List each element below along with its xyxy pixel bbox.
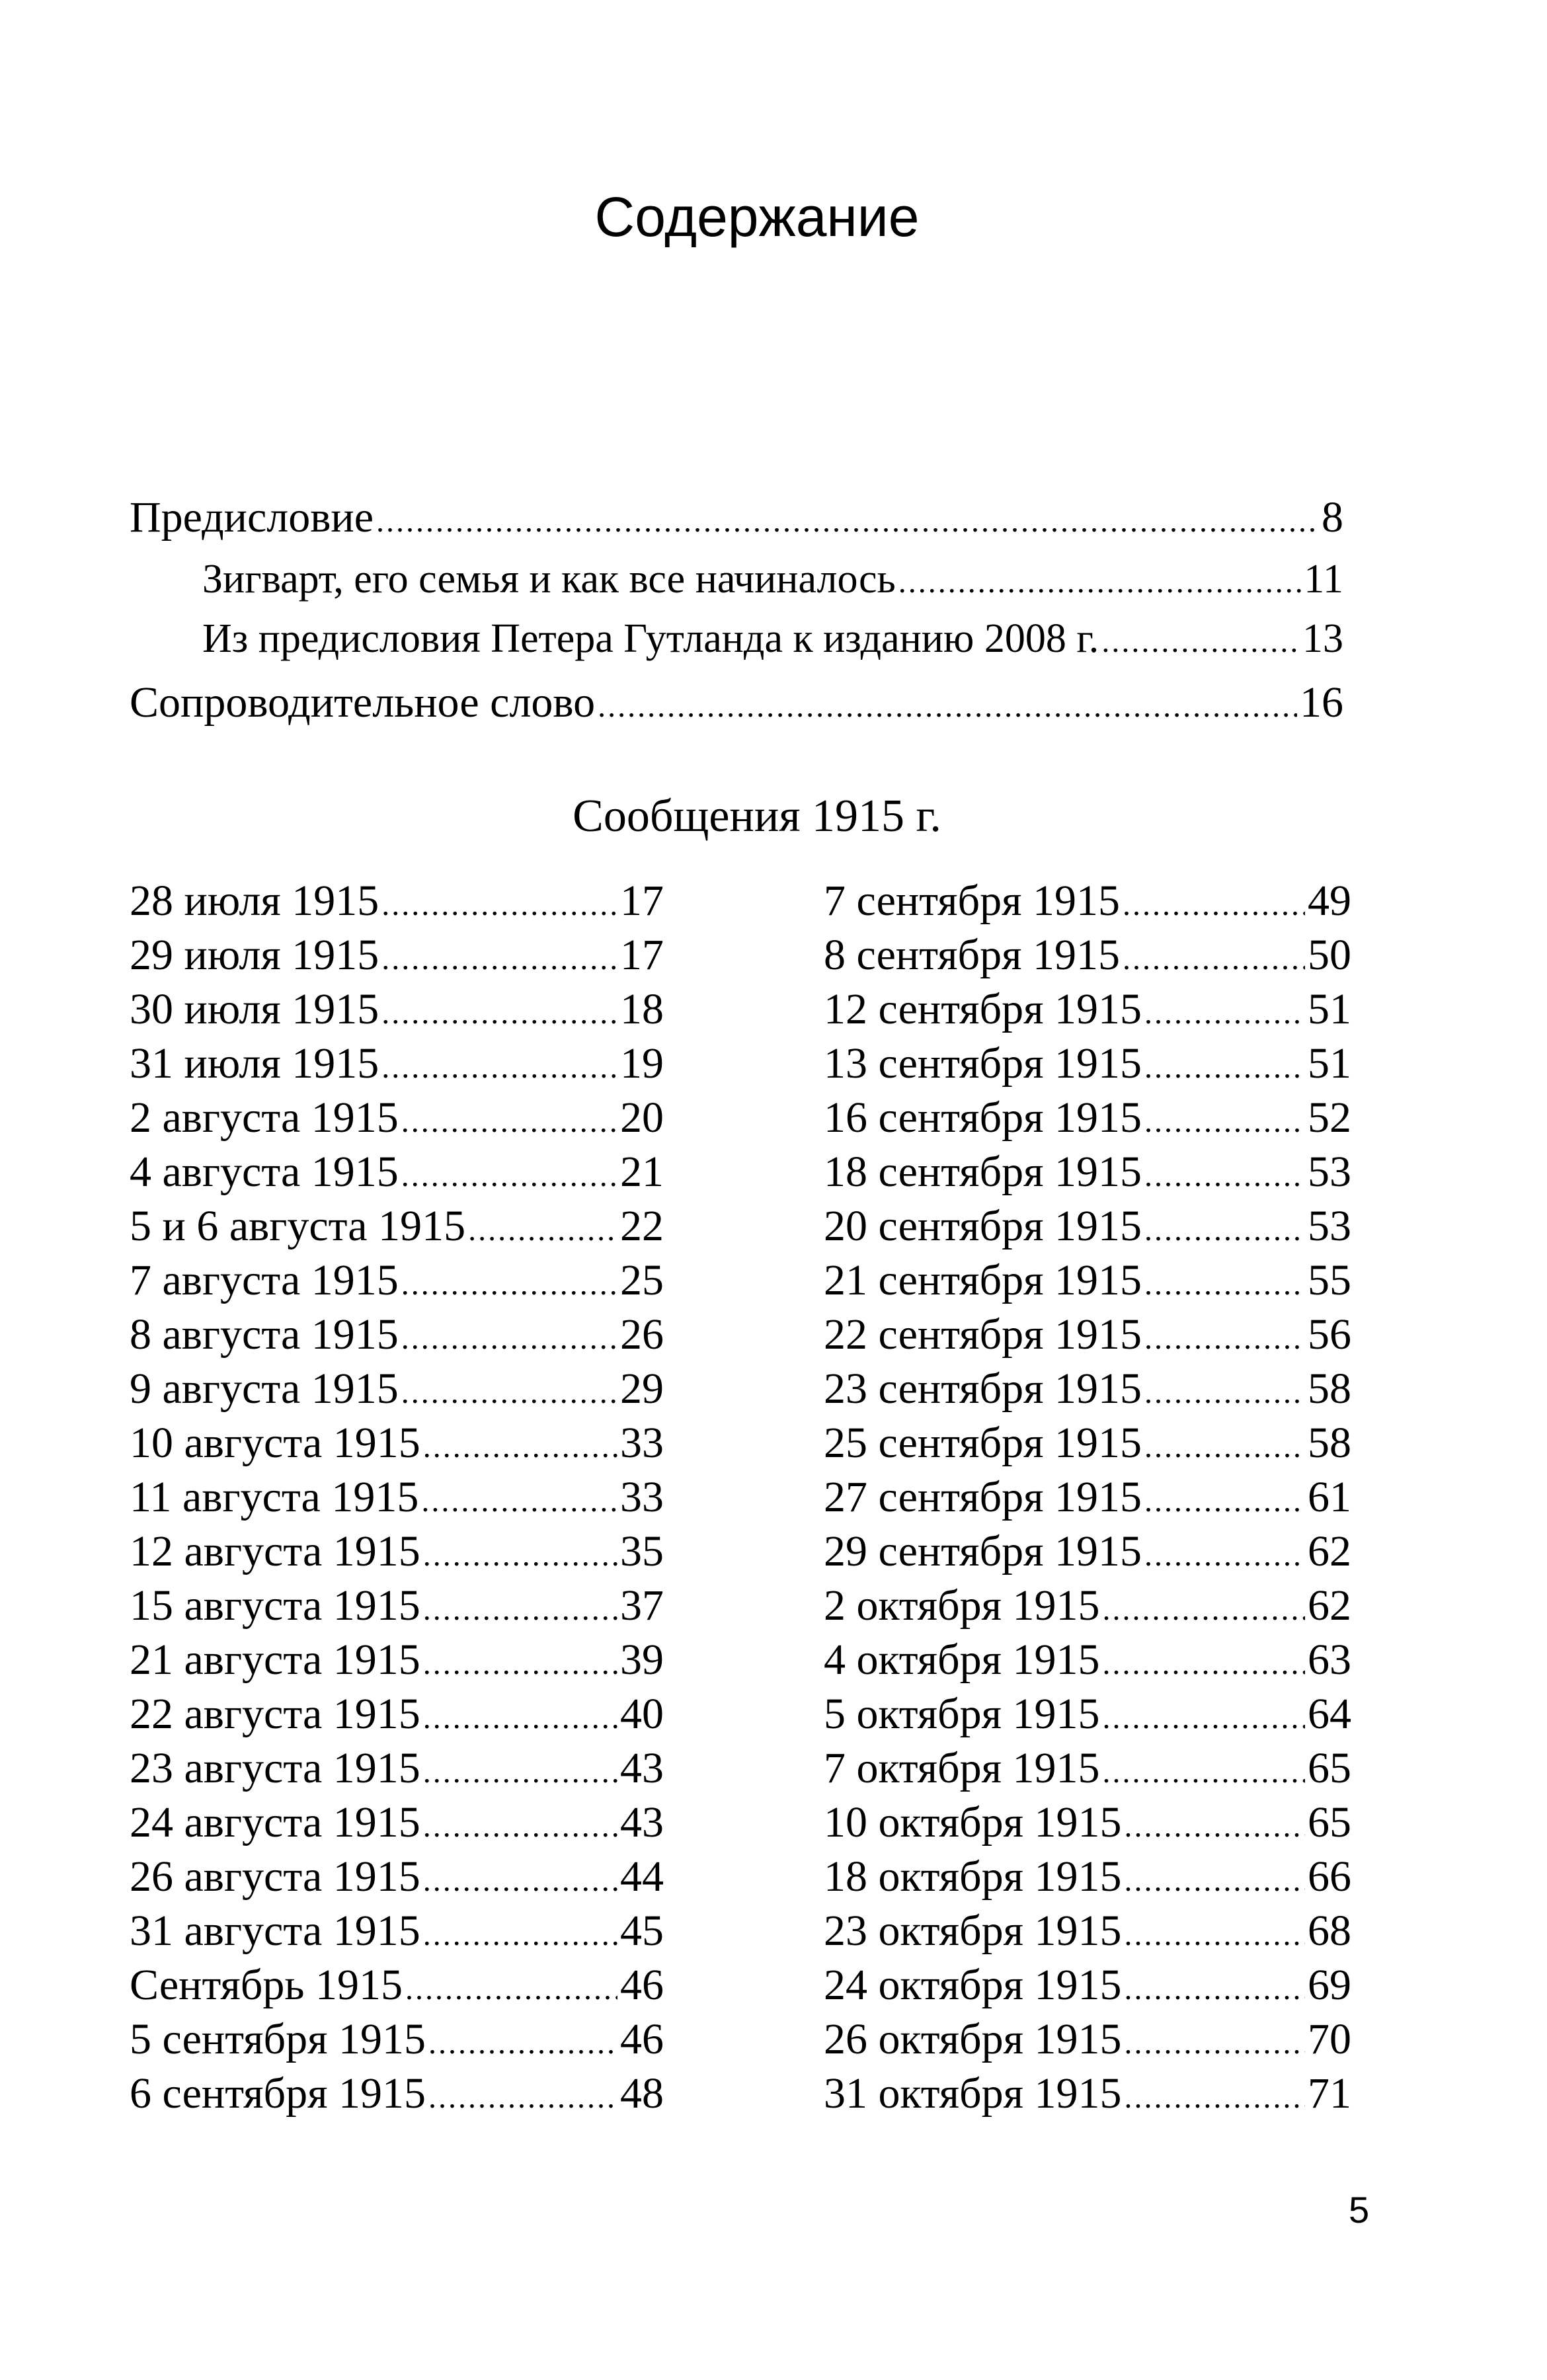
dot-leader <box>1144 1269 1305 1300</box>
toc-entry-page: 17 <box>620 931 664 979</box>
toc-entry-label: 9 августа 1915 <box>130 1365 399 1413</box>
toc-entry[interactable] <box>130 2069 664 2126</box>
toc-entry-page: 49 <box>1308 877 1351 925</box>
toc-entry-label: 10 августа 1915 <box>130 1419 420 1467</box>
dot-leader <box>423 1594 617 1626</box>
dot-leader <box>421 1486 617 1517</box>
toc-entry-label: 21 сентября 1915 <box>824 1256 1142 1304</box>
toc-entry-page: 37 <box>620 1581 664 1630</box>
toc-entry-page: 17 <box>620 877 664 925</box>
dot-leader <box>423 1702 617 1734</box>
toc-entry[interactable] <box>824 1581 1351 1638</box>
toc-entry[interactable] <box>824 1093 1351 1150</box>
toc-entry-label: 24 октября 1915 <box>824 1961 1122 2009</box>
dot-leader <box>1124 1973 1305 2005</box>
toc-entry[interactable] <box>130 1638 664 1692</box>
dot-leader <box>1124 1919 1305 1951</box>
toc-entry[interactable] <box>130 1093 664 1150</box>
toc-entry-page: 33 <box>620 1419 664 1467</box>
toc-entry-label: Сопроводительное слово <box>130 678 596 727</box>
dot-leader <box>401 1323 617 1355</box>
toc-entry[interactable] <box>824 1256 1351 1313</box>
toc-entry[interactable] <box>824 879 1351 933</box>
toc-entry-page: 68 <box>1308 1907 1351 1955</box>
toc-entry-page: 43 <box>620 1744 664 1792</box>
toc-entry[interactable] <box>130 1202 664 1259</box>
toc-entry[interactable] <box>824 1692 1351 1747</box>
toc-entry-page: 13 <box>1302 616 1343 661</box>
toc-entry-page: 20 <box>620 1093 664 1142</box>
dot-leader <box>423 1431 617 1463</box>
toc-entry-label: 20 сентября 1915 <box>824 1202 1142 1250</box>
toc-entry-page: 55 <box>1308 1256 1351 1304</box>
toc-entry[interactable] <box>130 879 664 933</box>
toc-entry-label: 4 августа 1915 <box>130 1148 399 1196</box>
toc-entry[interactable] <box>130 1909 664 1964</box>
toc-entry-page: 58 <box>1308 1419 1351 1467</box>
page-title: Содержание <box>594 186 920 248</box>
toc-entry-label: Предисловие <box>130 493 374 541</box>
toc-entry-label: Из предисловия Петера Гутланда к изданию 2008 г. <box>202 616 1099 661</box>
toc-entry-label: 29 сентября 1915 <box>824 1527 1142 1575</box>
toc-entry-page: 66 <box>1308 1852 1351 1901</box>
dot-leader <box>1124 1865 1305 1897</box>
toc-entry[interactable] <box>130 1527 664 1584</box>
toc-entry-page: 21 <box>620 1148 664 1196</box>
dot-leader <box>1102 1648 1305 1680</box>
toc-entry[interactable] <box>130 1256 664 1313</box>
toc-entry-gutland-preface[interactable] <box>202 618 1343 659</box>
toc-entry-label: 31 июля 1915 <box>130 1039 379 1088</box>
toc-entry-label: 31 октября 1915 <box>824 2069 1122 2118</box>
toc-entry-label: 25 сентября 1915 <box>824 1419 1142 1467</box>
dot-leader <box>428 2082 617 2114</box>
page-number: 5 <box>1349 2189 1370 2231</box>
dot-leader <box>1144 1486 1305 1517</box>
dot-leader <box>376 506 1319 537</box>
toc-entry-page: 25 <box>620 1256 664 1304</box>
dot-leader <box>598 691 1297 723</box>
toc-entry[interactable] <box>130 985 664 1042</box>
toc-entry[interactable] <box>824 933 1351 988</box>
toc-entry[interactable] <box>824 1909 1351 1964</box>
toc-entry-sigvart[interactable] <box>202 559 1343 600</box>
dot-leader <box>898 567 1302 598</box>
toc-entry-label: 16 сентября 1915 <box>824 1093 1142 1142</box>
toc-entry-page: 69 <box>1308 1961 1351 2009</box>
dot-leader <box>1123 889 1305 921</box>
toc-right-column <box>824 879 1351 2126</box>
dot-leader <box>1144 1160 1305 1192</box>
toc-entry-page: 65 <box>1308 1798 1351 1846</box>
toc-entry-page: 44 <box>620 1852 664 1901</box>
dot-leader <box>423 1919 617 1951</box>
toc-entry-label: 7 сентября 1915 <box>824 877 1120 925</box>
toc-entry-label: 26 августа 1915 <box>130 1852 420 1901</box>
toc-entry[interactable] <box>824 1638 1351 1692</box>
toc-entry-preface[interactable] <box>130 493 1343 541</box>
toc-entry[interactable] <box>130 1961 664 2018</box>
dot-leader <box>1101 626 1300 658</box>
toc-entry[interactable] <box>130 1744 664 1801</box>
toc-entry[interactable] <box>824 1202 1351 1259</box>
toc-entry-page: 71 <box>1308 2069 1351 2118</box>
toc-entry-page: 16 <box>1300 678 1343 727</box>
toc-entry[interactable] <box>824 1039 1351 1096</box>
dot-leader <box>423 1811 617 1843</box>
dot-leader <box>1124 2082 1305 2114</box>
toc-entry-label: 30 июля 1915 <box>130 985 379 1033</box>
toc-entry[interactable] <box>130 1581 664 1638</box>
toc-entry-page: 51 <box>1308 985 1351 1033</box>
toc-entry-label: 7 августа 1915 <box>130 1256 399 1304</box>
toc-entry-label: 24 августа 1915 <box>130 1798 420 1846</box>
toc-entry-page: 62 <box>1308 1581 1351 1630</box>
toc-entry-page: 63 <box>1308 1636 1351 1684</box>
dot-leader <box>1124 2028 1305 2059</box>
toc-entry-page: 11 <box>1304 557 1343 602</box>
toc-entry-page: 53 <box>1308 1148 1351 1196</box>
toc-entry-label: 29 июля 1915 <box>130 931 379 979</box>
dot-leader <box>381 943 617 975</box>
toc-entry-page: 45 <box>620 1907 664 1955</box>
toc-entry[interactable] <box>130 1798 664 1855</box>
toc-entry-page: 22 <box>620 1202 664 1250</box>
dot-leader <box>1102 1594 1305 1626</box>
toc-entry-label: 2 августа 1915 <box>130 1093 399 1142</box>
toc-entry-label: 2 октября 1915 <box>824 1581 1100 1630</box>
dot-leader <box>1144 1431 1305 1463</box>
toc-entry-label: 23 сентября 1915 <box>824 1365 1142 1413</box>
toc-entry-label: 8 августа 1915 <box>130 1310 399 1359</box>
toc-entry-page: 29 <box>620 1365 664 1413</box>
toc-entry-page: 8 <box>1322 493 1343 541</box>
toc-entry-page: 64 <box>1308 1690 1351 1738</box>
toc-entry-label: 4 октября 1915 <box>824 1636 1100 1684</box>
toc-entry[interactable] <box>824 1421 1351 1476</box>
toc-entry[interactable] <box>824 1150 1351 1205</box>
toc-entry-page: 53 <box>1308 1202 1351 1250</box>
toc-entry-page: 39 <box>620 1636 664 1684</box>
toc-entry-label: 11 августа 1915 <box>130 1473 419 1521</box>
dot-leader <box>423 1865 617 1897</box>
dot-leader <box>401 1377 617 1409</box>
toc-entry-label: 5 и 6 августа 1915 <box>130 1202 466 1250</box>
toc-entry[interactable] <box>824 1852 1351 1909</box>
toc-entry[interactable] <box>824 2069 1351 2126</box>
dot-leader <box>1144 1323 1305 1355</box>
toc-entry-page: 52 <box>1308 1093 1351 1142</box>
dot-leader <box>381 1052 617 1084</box>
toc-entry-page: 56 <box>1308 1310 1351 1359</box>
dot-leader <box>1144 1214 1305 1246</box>
toc-entry[interactable] <box>130 1421 664 1476</box>
toc-entry-page: 35 <box>620 1527 664 1575</box>
dot-leader <box>401 1269 617 1300</box>
toc-entry-page: 48 <box>620 2069 664 2118</box>
toc-entry-label: 12 сентября 1915 <box>824 985 1142 1033</box>
dot-leader <box>1123 943 1305 975</box>
toc-entry-label: 22 сентября 1915 <box>824 1310 1142 1359</box>
toc-entry-label: 22 августа 1915 <box>130 1690 420 1738</box>
dot-leader <box>401 1106 617 1138</box>
toc-entry[interactable] <box>130 1039 664 1096</box>
toc-entry-accompanying-word[interactable] <box>130 678 1343 727</box>
toc-entry-label: 15 августа 1915 <box>130 1581 420 1630</box>
toc-entry-page: 65 <box>1308 1744 1351 1792</box>
toc-entry-page: 51 <box>1308 1039 1351 1088</box>
toc-entry-label: 23 августа 1915 <box>130 1744 420 1792</box>
toc-entry[interactable] <box>824 1744 1351 1801</box>
dot-leader <box>381 998 617 1029</box>
toc-entry-page: 19 <box>620 1039 664 1088</box>
toc-entry[interactable] <box>824 1961 1351 2018</box>
toc-entry-page: 50 <box>1308 931 1351 979</box>
toc-entry-label: 7 октября 1915 <box>824 1744 1100 1792</box>
dot-leader <box>468 1214 617 1246</box>
toc-left-column <box>130 879 664 2126</box>
toc-entry[interactable] <box>824 1798 1351 1855</box>
toc-entry-label: Сентябрь 1915 <box>130 1961 403 2009</box>
toc-entry-page: 43 <box>620 1798 664 1846</box>
dot-leader <box>1144 1377 1305 1409</box>
toc-entry-label: 26 октября 1915 <box>824 2015 1122 2063</box>
dot-leader <box>405 1973 617 2005</box>
toc-entry-label: 10 октября 1915 <box>824 1798 1122 1846</box>
dot-leader <box>401 1160 617 1192</box>
toc-entry-page: 46 <box>620 2015 664 2063</box>
toc-entry[interactable] <box>130 1692 664 1747</box>
dot-leader <box>423 1648 617 1680</box>
toc-entry[interactable] <box>824 1310 1351 1367</box>
toc-entry-label: 23 октября 1915 <box>824 1907 1122 1955</box>
toc-entry-page: 58 <box>1308 1365 1351 1413</box>
toc-entry[interactable] <box>130 933 664 988</box>
toc-entry-label: 18 октября 1915 <box>824 1852 1122 1901</box>
dot-leader <box>1144 1052 1305 1084</box>
toc-entry[interactable] <box>824 985 1351 1042</box>
dot-leader <box>423 1757 617 1788</box>
toc-entry[interactable] <box>824 1367 1351 1421</box>
dot-leader <box>381 889 617 921</box>
toc-entry-page: 33 <box>620 1473 664 1521</box>
toc-entry-page: 61 <box>1308 1473 1351 1521</box>
toc-entry[interactable] <box>824 2015 1351 2072</box>
toc-entry[interactable] <box>130 1310 664 1367</box>
dot-leader <box>1102 1702 1305 1734</box>
toc-entry-label: 5 сентября 1915 <box>130 2015 426 2063</box>
toc-entry-page: 70 <box>1308 2015 1351 2063</box>
toc-entry[interactable] <box>130 1473 664 1530</box>
toc-entry-label: 21 августа 1915 <box>130 1636 420 1684</box>
toc-entry[interactable] <box>130 1150 664 1205</box>
toc-entry-label: 18 сентября 1915 <box>824 1148 1142 1196</box>
toc-entry[interactable] <box>130 1367 664 1421</box>
toc-entry-page: 62 <box>1308 1527 1351 1575</box>
toc-entry-label: 13 сентября 1915 <box>824 1039 1142 1088</box>
dot-leader <box>1144 998 1305 1029</box>
toc-entry-page: 40 <box>620 1690 664 1738</box>
toc-entry-label: 31 августа 1915 <box>130 1907 420 1955</box>
toc-entry-label: Зигварт, его семья и как все начиналось <box>202 557 896 602</box>
toc-entry-label: 27 сентября 1915 <box>824 1473 1142 1521</box>
toc-entry[interactable] <box>824 1527 1351 1584</box>
dot-leader <box>1102 1757 1305 1788</box>
dot-leader <box>423 1540 617 1571</box>
toc-entry[interactable] <box>130 2015 664 2072</box>
toc-entry[interactable] <box>130 1852 664 1909</box>
toc-entry-label: 8 сентября 1915 <box>824 931 1120 979</box>
toc-entry-page: 46 <box>620 1961 664 2009</box>
toc-entry-label: 5 октября 1915 <box>824 1690 1100 1738</box>
toc-entry-label: 6 сентября 1915 <box>130 2069 426 2118</box>
dot-leader <box>1144 1106 1305 1138</box>
dot-leader <box>1124 1811 1305 1843</box>
toc-entry-page: 18 <box>620 985 664 1033</box>
section-heading: Сообщения 1915 г. <box>573 791 941 842</box>
dot-leader <box>428 2028 617 2059</box>
toc-entry-page: 26 <box>620 1310 664 1359</box>
toc-entry-label: 28 июля 1915 <box>130 877 379 925</box>
toc-entry[interactable] <box>824 1473 1351 1530</box>
toc-entry-label: 12 августа 1915 <box>130 1527 420 1575</box>
dot-leader <box>1144 1540 1305 1571</box>
